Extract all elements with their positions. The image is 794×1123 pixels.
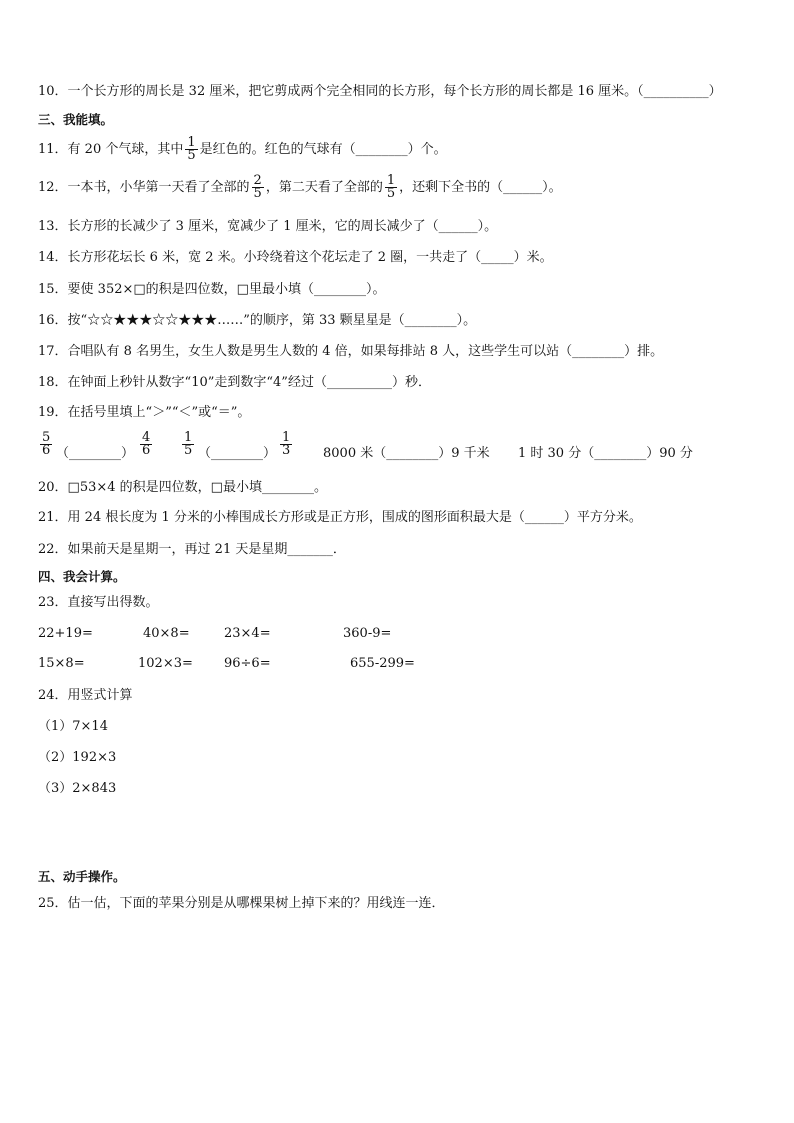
- section-5-heading: 五、动手操作。: [38, 869, 126, 884]
- fraction-2-5: $\frac{2}{5}$: [253, 173, 262, 201]
- calc-item: 96÷6=: [224, 656, 271, 671]
- question-14: 14．长方形花坛长 6 米，宽 2 米。小玲绕着这个花坛走了 2 圈，一共走了（_____）米。: [38, 250, 553, 265]
- calc-item: 15×8=: [38, 656, 85, 671]
- question-16: 16．按“☆☆★★★☆☆★★★……”的顺序，第 33 颗星星是（________）。: [38, 313, 477, 328]
- section-3-heading: 三、我能填。: [38, 112, 114, 127]
- q12-text-c: ，还剩下全书的（______）。: [399, 180, 562, 195]
- question-13: 13．长方形的长减少了 3 厘米，宽减少了 1 厘米，它的周长减少了（______）。: [38, 219, 498, 234]
- question-18: 18．在钟面上秒针从数字“10”走到数字“4”经过（__________）秒．: [38, 375, 431, 390]
- q11-text-a: 11．有 20 个气球，其中: [38, 142, 184, 157]
- q19-compare-length: 8000 米（________）9 千米: [323, 446, 490, 461]
- fraction-1-5: $\frac{1}{5}$: [187, 135, 196, 163]
- question-15: 15．要使 352×□的积是四位数，□里最小填（________）。: [38, 282, 386, 297]
- q24-item-1: （1）7×14: [38, 719, 108, 734]
- question-21: 21．用 24 根长度为 1 分米的小棒围成长方形或是正方形，围成的图形面积最大是（______）平方分米。: [38, 510, 642, 525]
- question-23: 23．直接写出得数。: [38, 595, 159, 610]
- question-22: 22．如果前天是星期一，再过 21 天是星期_______．: [38, 542, 346, 557]
- q24-item-3: （3）2×843: [38, 781, 117, 796]
- calc-row-1: [38, 626, 758, 644]
- calc-row-2: [38, 656, 758, 674]
- calc-item: 655-299=: [350, 656, 415, 671]
- question-12: [38, 175, 562, 200]
- calc-item: 360-9=: [343, 626, 392, 641]
- calc-item: 22+19=: [38, 626, 93, 641]
- q19-compare-time: 1 时 30 分（________）90 分: [518, 446, 693, 461]
- q19-frac-1-5: $\frac{1}{5}$: [184, 430, 193, 458]
- calc-item: 40×8=: [143, 626, 190, 641]
- q19-frac-5-6: $\frac{5}{6}$: [42, 430, 51, 458]
- question-17: 17．合唱队有 8 名男生，女生人数是男生人数的 4 倍，如果每排站 8 人，这些学生可以站（________）排。: [38, 344, 664, 359]
- question-19: 19．在括号里填上“＞”“＜”或“＝”。: [38, 405, 251, 420]
- section-4-heading: 四、我会计算。: [38, 569, 126, 584]
- q12-text-b: ，第二天看了全部的: [265, 180, 383, 195]
- calc-item: 102×3=: [138, 656, 193, 671]
- q19-blank-2: （________）: [198, 446, 277, 461]
- q24-item-2: （2）192×3: [38, 750, 117, 765]
- q19-compare-row: [38, 432, 758, 472]
- question-11: [38, 137, 447, 162]
- q11-text-b: 是红色的。红色的气球有（________）个。: [199, 142, 447, 157]
- q19-frac-1-3: $\frac{1}{3}$: [282, 430, 291, 458]
- question-25: 25．估一估，下面的苹果分别是从哪棵果树上掉下来的？用线连一连．: [38, 896, 445, 911]
- fraction-1-5-b: $\frac{1}{5}$: [386, 173, 396, 201]
- q19-frac-4-6: $\frac{4}{6}$: [142, 430, 151, 458]
- question-10: 10．一个长方形的周长是 32 厘米，把它剪成两个完全相同的长方形，每个长方形的周长都是 16 厘米。（__________）: [38, 84, 722, 99]
- question-20: 20．□53×4 的积是四位数，□最小填________。: [38, 480, 327, 495]
- calc-item: 23×4=: [224, 626, 271, 641]
- q19-blank-1: （________）: [56, 446, 135, 461]
- question-24: 24．用竖式计算: [38, 688, 133, 703]
- q12-text-a: 12．一本书，小华第一天看了全部的: [38, 180, 250, 195]
